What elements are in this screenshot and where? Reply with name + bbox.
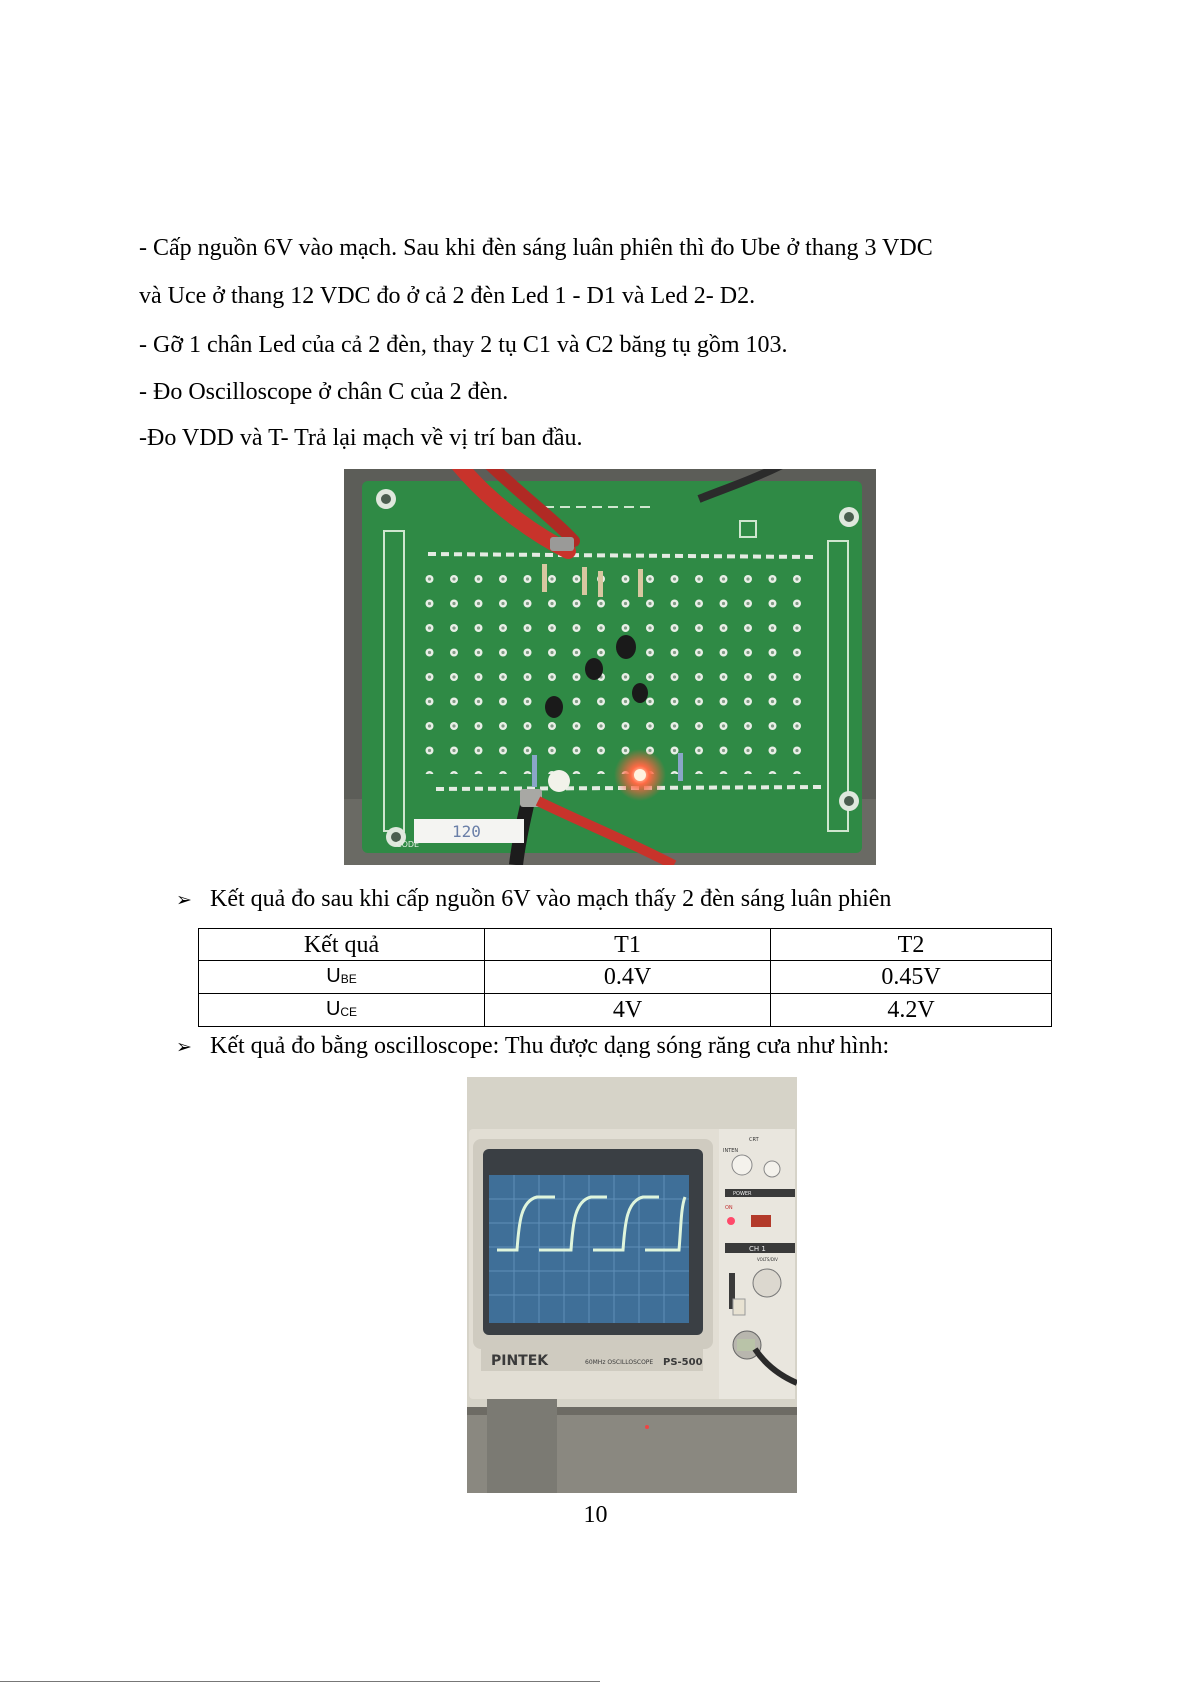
model-label: PS-500: [663, 1357, 703, 1368]
arrow-bullet-icon: ➢: [176, 1036, 192, 1058]
bullet-1-text: Kết quả đo sau khi cấp nguồn 6V vào mạch thấy 2 đèn sáng luân phiên: [210, 886, 892, 912]
paragraph-3: - Gỡ 1 chân Led của cả 2 đèn, thay 2 tụ C1 và C2 băng tụ gồm 103.: [139, 332, 788, 358]
row-t1-value: 0.4V: [485, 961, 771, 994]
header-t2: T2: [771, 929, 1052, 961]
arrow-bullet-icon: ➢: [176, 889, 192, 911]
row-t2-value: 0.45V: [771, 961, 1052, 994]
paragraph-1: - Cấp nguồn 6V vào mạch. Sau khi đèn sáng luân phiên thì đo Ube ở thang 3 VDC: [139, 235, 933, 261]
intensity-label: INTEN: [723, 1148, 739, 1154]
model-text-label: 60MHz OSCILLOSCOPE: [585, 1359, 654, 1366]
ch1-label: CH 1: [749, 1245, 766, 1253]
volts-label: VOLTS/DIV: [757, 1257, 778, 1262]
header-result: Kết quả: [199, 929, 485, 961]
oscilloscope-photo: [467, 1077, 797, 1493]
row-t1-value: 4V: [485, 994, 771, 1027]
row-symbol: $U_{CE}$: [199, 994, 485, 1027]
paragraph-4: - Đo Oscilloscope ở chân C của 2 đèn.: [139, 379, 509, 405]
row-t2-value: 4.2V: [771, 994, 1052, 1027]
power-label: POWER: [733, 1191, 752, 1197]
table-row: [199, 994, 1052, 1027]
on-label: ON: [725, 1205, 733, 1211]
header-t1: T1: [485, 929, 771, 961]
crt-label: CRT: [749, 1137, 759, 1143]
table-row: [199, 961, 1052, 994]
pcb-label-number: 120: [452, 822, 481, 841]
pcb-code-label: CODE: [396, 840, 420, 849]
table-header-row: [199, 929, 1052, 961]
footer-divider: [0, 1681, 600, 1682]
paragraph-2: và Uce ở thang 12 VDC đo ở cả 2 đèn Led 1 - D1 và Led 2- D2.: [139, 283, 756, 309]
bullet-2: [176, 1031, 889, 1062]
row-symbol: $U_{BE}$: [199, 961, 485, 994]
brand-label: PINTEK: [491, 1353, 549, 1369]
page-number: 10: [583, 1502, 608, 1528]
bullet-2-text: Kết quả đo bằng oscilloscope: Thu được dạng sóng răng cưa như hình:: [210, 1033, 890, 1059]
pcb-photo: [344, 469, 876, 865]
results-table: [198, 928, 1052, 1027]
bullet-1: [176, 884, 891, 915]
paragraph-5: -Đo VDD và T- Trả lại mạch về vị trí ban đầu.: [139, 425, 583, 451]
